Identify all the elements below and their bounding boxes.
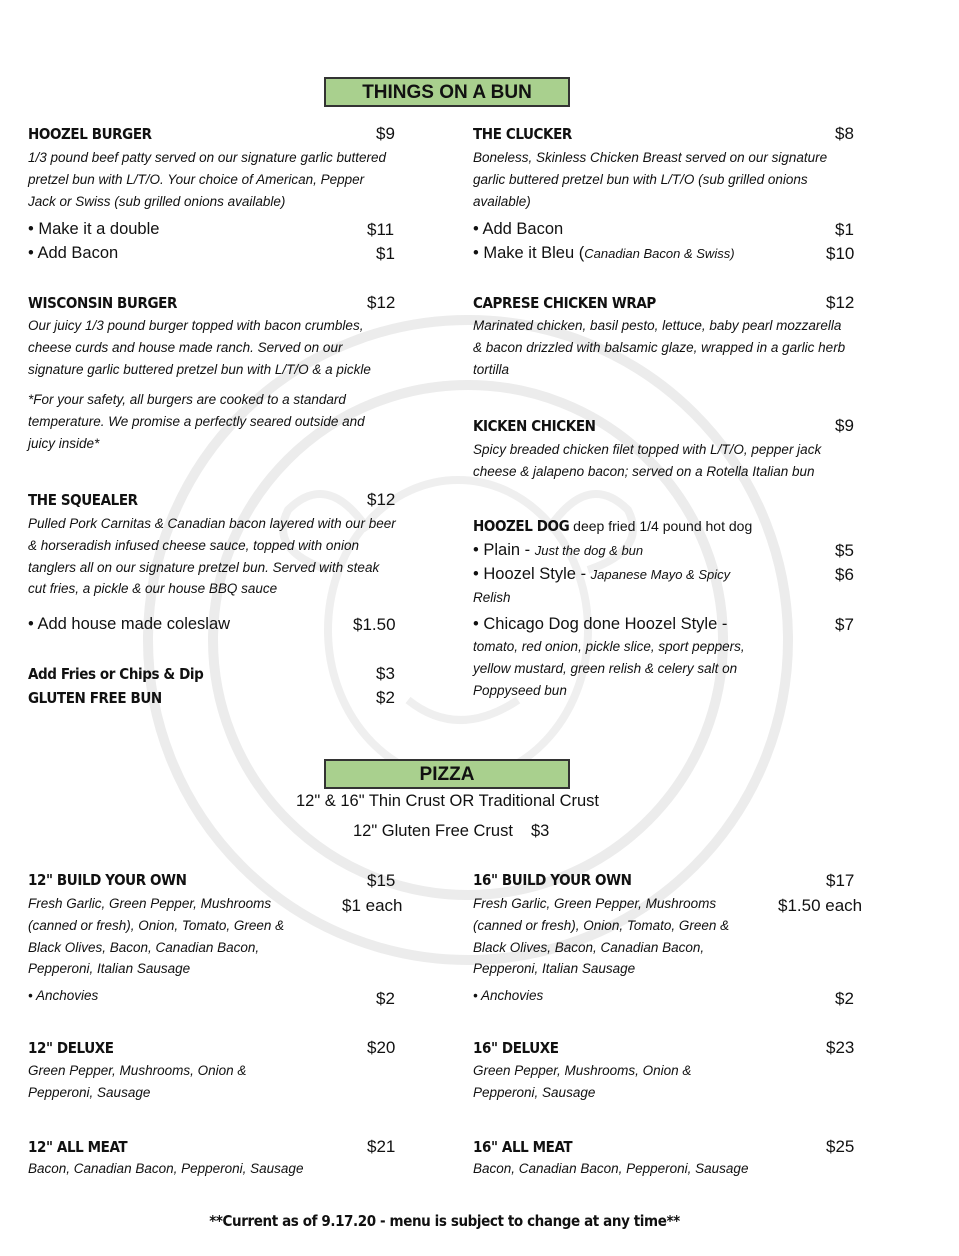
item-price-gluten-free-bun: $2 — [376, 688, 395, 707]
option-price-12-anchovies: $2 — [376, 989, 395, 1008]
item-name-12-byo: 12" BUILD YOUR OWN — [28, 871, 187, 889]
item-hoozel-dog-title — [473, 517, 752, 536]
item-desc-16-all-meat: Bacon, Canadian Bacon, Pepperoni, Sausage — [473, 1161, 749, 1176]
item-name-wisconsin-burger: WISCONSIN BURGER — [28, 294, 177, 312]
pizza-gluten-free-crust: 12" Gluten Free Crust $3 — [353, 822, 550, 840]
item-name-12-deluxe: 12" DELUXE — [28, 1039, 114, 1057]
option-price-chicago-dog: $7 — [835, 615, 854, 634]
option-chicago-dog: • Chicago Dog done Hoozel Style - — [473, 615, 728, 633]
item-price-12-all-meat: $21 — [367, 1137, 396, 1156]
option-make-it-bleu: • Make it Bleu (Canadian Bacon & Swiss) — [473, 244, 735, 262]
topping-price-16: $1.50 each — [778, 896, 863, 915]
option-16-anchovies: • Anchovies — [473, 988, 544, 1003]
item-price-caprese-wrap: $12 — [826, 293, 855, 312]
chicago-dog-desc: tomato, red onion, pickle slice, sport peppers, yellow mustard, green relish & celery salt on Poppyseed bun — [473, 639, 745, 698]
item-desc-squealer: Pulled Pork Carnitas & Canadian bacon layered with our beer & horseradish infused cheese sauce, topped with onion tanglers all on our signature pretzel bun. Served with steak cut fries, a pickle & our house BBQ sauce — [28, 516, 396, 597]
item-name-hoozel-dog: HOOZEL DOG — [473, 517, 570, 535]
item-desc-clucker: Boneless, Skinless Chicken Breast served on our signature garlic buttered pretzel bun with L/T/O (sub grilled onions available) — [473, 150, 828, 209]
item-desc-16-byo: Fresh Garlic, Green Pepper, Mushrooms (canned or fresh), Onion, Tomato, Green & Black Olives, Bacon, Canadian Bacon, Pepperoni, Italian Sausage — [473, 896, 730, 977]
item-desc-12-byo: Fresh Garlic, Green Pepper, Mushrooms (canned or fresh), Onion, Tomato, Green & Black Olives, Bacon, Canadian Bacon, Pepperoni, Italian Sausage — [28, 896, 285, 977]
option-price-bleu: $10 — [826, 244, 855, 263]
item-price-hoozel-burger: $9 — [376, 124, 395, 143]
option-price-double: $11 — [367, 220, 395, 239]
item-name-kicken-chicken: KICKEN CHICKEN — [473, 417, 596, 435]
item-name-clucker: THE CLUCKER — [473, 125, 572, 143]
option-dog-hoozel-style-cont: Relish — [473, 590, 511, 605]
option-add-coleslaw: • Add house made coleslaw — [28, 615, 231, 633]
option-price-bacon: $1 — [376, 244, 395, 263]
option-price-dog-plain: $5 — [835, 541, 854, 560]
item-desc-16-deluxe: Green Pepper, Mushrooms, Onion & Pepperoni, Sausage — [473, 1063, 692, 1100]
option-price-dog-hoozel-style: $6 — [835, 565, 854, 584]
item-name-caprese-wrap: CAPRESE CHICKEN WRAP — [473, 294, 656, 312]
item-name-squealer: THE SQUEALER — [28, 491, 138, 509]
footer-note: **Current as of 9.17.20 - menu is subject to change at any time** — [209, 1212, 680, 1230]
item-name-16-byo: 16" BUILD YOUR OWN — [473, 871, 632, 889]
option-clucker-add-bacon: • Add Bacon — [473, 220, 564, 238]
item-price-16-byo: $17 — [826, 871, 855, 890]
item-price-squealer: $12 — [367, 490, 396, 509]
gluten-free-crust-price: $3 — [530, 822, 550, 840]
option-price-clucker-bacon: $1 — [835, 220, 854, 239]
hoozel-dog-subtitle: deep fried 1/4 pound hot dog — [569, 518, 753, 534]
item-name-add-fries: Add Fries or Chips & Dip — [28, 665, 204, 683]
option-price-coleslaw: $1.50 — [353, 615, 396, 634]
item-desc-12-deluxe: Green Pepper, Mushrooms, Onion & Pepperoni, Sausage — [28, 1063, 247, 1100]
item-price-wisconsin-burger: $12 — [367, 293, 396, 312]
option-12-anchovies: • Anchovies — [28, 988, 99, 1003]
item-price-12-deluxe: $20 — [367, 1038, 396, 1057]
item-price-16-all-meat: $25 — [826, 1137, 855, 1156]
item-name-16-deluxe: 16" DELUXE — [473, 1039, 559, 1057]
item-desc-wisconsin-burger: Our juicy 1/3 pound burger topped with bacon crumbles, cheese curds and house made ranch. Served on our signature garlic buttered pretzel bun with L/T/O & a pickle — [28, 318, 371, 377]
item-desc-hoozel-burger: 1/3 pound beef patty served on our signature garlic buttered pretzel bun with L/T/O. Your choice of American, Pepper Jack or Swiss (sub grilled onions available) — [28, 150, 386, 209]
item-name-gluten-free-bun: GLUTEN FREE BUN — [28, 689, 162, 707]
option-price-16-anchovies: $2 — [835, 989, 854, 1008]
topping-price-12: $1 each — [342, 896, 403, 915]
section-header-bun: THINGS ON A BUN — [324, 77, 570, 107]
item-desc-kicken-chicken: Spicy breaded chicken filet topped with L/T/O, pepper jack cheese & jalapeno bacon; served on a Rotella Italian bun — [473, 442, 822, 479]
section-header-pizza: PIZZA — [324, 759, 570, 789]
option-make-double: • Make it a double — [28, 220, 160, 238]
item-price-12-byo: $15 — [367, 871, 396, 890]
item-price-16-deluxe: $23 — [826, 1038, 855, 1057]
item-price-add-fries: $3 — [376, 664, 395, 683]
option-add-bacon: • Add Bacon — [28, 244, 119, 262]
option-dog-hoozel-style: • Hoozel Style - Japanese Mayo & Spicy — [473, 565, 731, 583]
item-name-hoozel-burger: HOOZEL BURGER — [28, 125, 152, 143]
burger-safety-note: *For your safety, all burgers are cooked to a standard temperature. We promise a perfectly seared outside and juicy inside* — [28, 392, 365, 451]
item-desc-caprese-wrap: Marinated chicken, basil pesto, lettuce, baby pearl mozzarella & bacon drizzled with balsamic glaze, wrapped in a garlic herb tortilla — [473, 318, 846, 377]
pizza-crust-options: 12" & 16" Thin Crust OR Traditional Crust — [295, 792, 600, 810]
item-name-12-all-meat: 12" ALL MEAT — [28, 1138, 128, 1156]
item-price-clucker: $8 — [835, 124, 854, 143]
item-price-kicken-chicken: $9 — [835, 416, 854, 435]
item-desc-12-all-meat: Bacon, Canadian Bacon, Pepperoni, Sausage — [28, 1161, 304, 1176]
option-dog-plain: • Plain - Just the dog & bun — [473, 541, 644, 559]
item-name-16-all-meat: 16" ALL MEAT — [473, 1138, 573, 1156]
